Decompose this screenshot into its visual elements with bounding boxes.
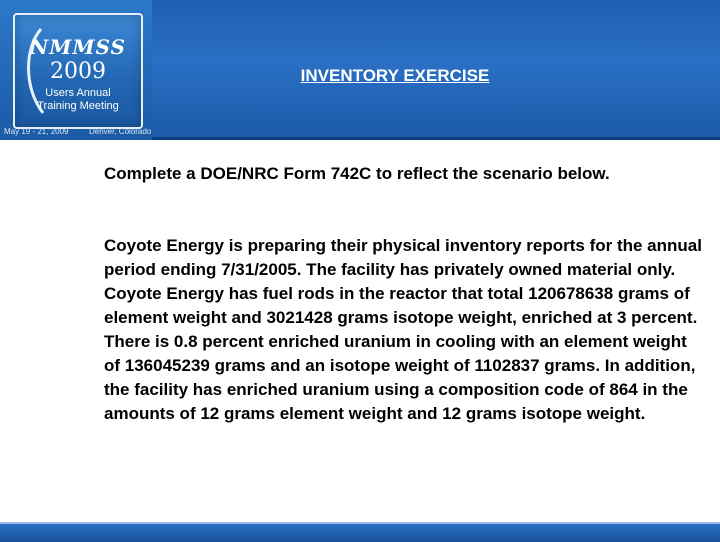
logo-title: NMMSS: [29, 35, 126, 59]
conference-logo: [0, 0, 152, 140]
footer-band: [0, 522, 720, 542]
scenario-paragraph: Coyote Energy is preparing their physical inventory reports for the annual period ending 7/31/2005. The facility has privately owned material only. Coyote Energy has fuel rods in the reactor that total 120678638 grams of element weight and 3021428 grams isotope weight, enriched at 3 percent. There is 0.8 percent enriched uranium in cooling with an element weight of 136045239 grams and an isotope weight of 1102837 grams. In addition, the facility has enriched uranium using a composition code of 864 in the amounts of 12 grams element weight and 12 grams isotope weight.: [104, 236, 702, 423]
logo-subtitle-line1: Users Annual: [45, 87, 111, 99]
intro-paragraph: Complete a DOE/NRC Form 742C to reflect the scenario below.: [104, 164, 610, 183]
logo-subtitle: [15, 87, 141, 113]
logo-subtitle-line2: Training Meeting: [37, 100, 119, 112]
slide-title: INVENTORY EXERCISE: [300, 66, 490, 85]
logo-frame: [13, 13, 143, 129]
logo-location: Denver, Colorado: [89, 127, 152, 136]
logo-year: 2009: [50, 59, 106, 84]
logo-dates: May 19 - 21, 2009: [4, 127, 69, 136]
